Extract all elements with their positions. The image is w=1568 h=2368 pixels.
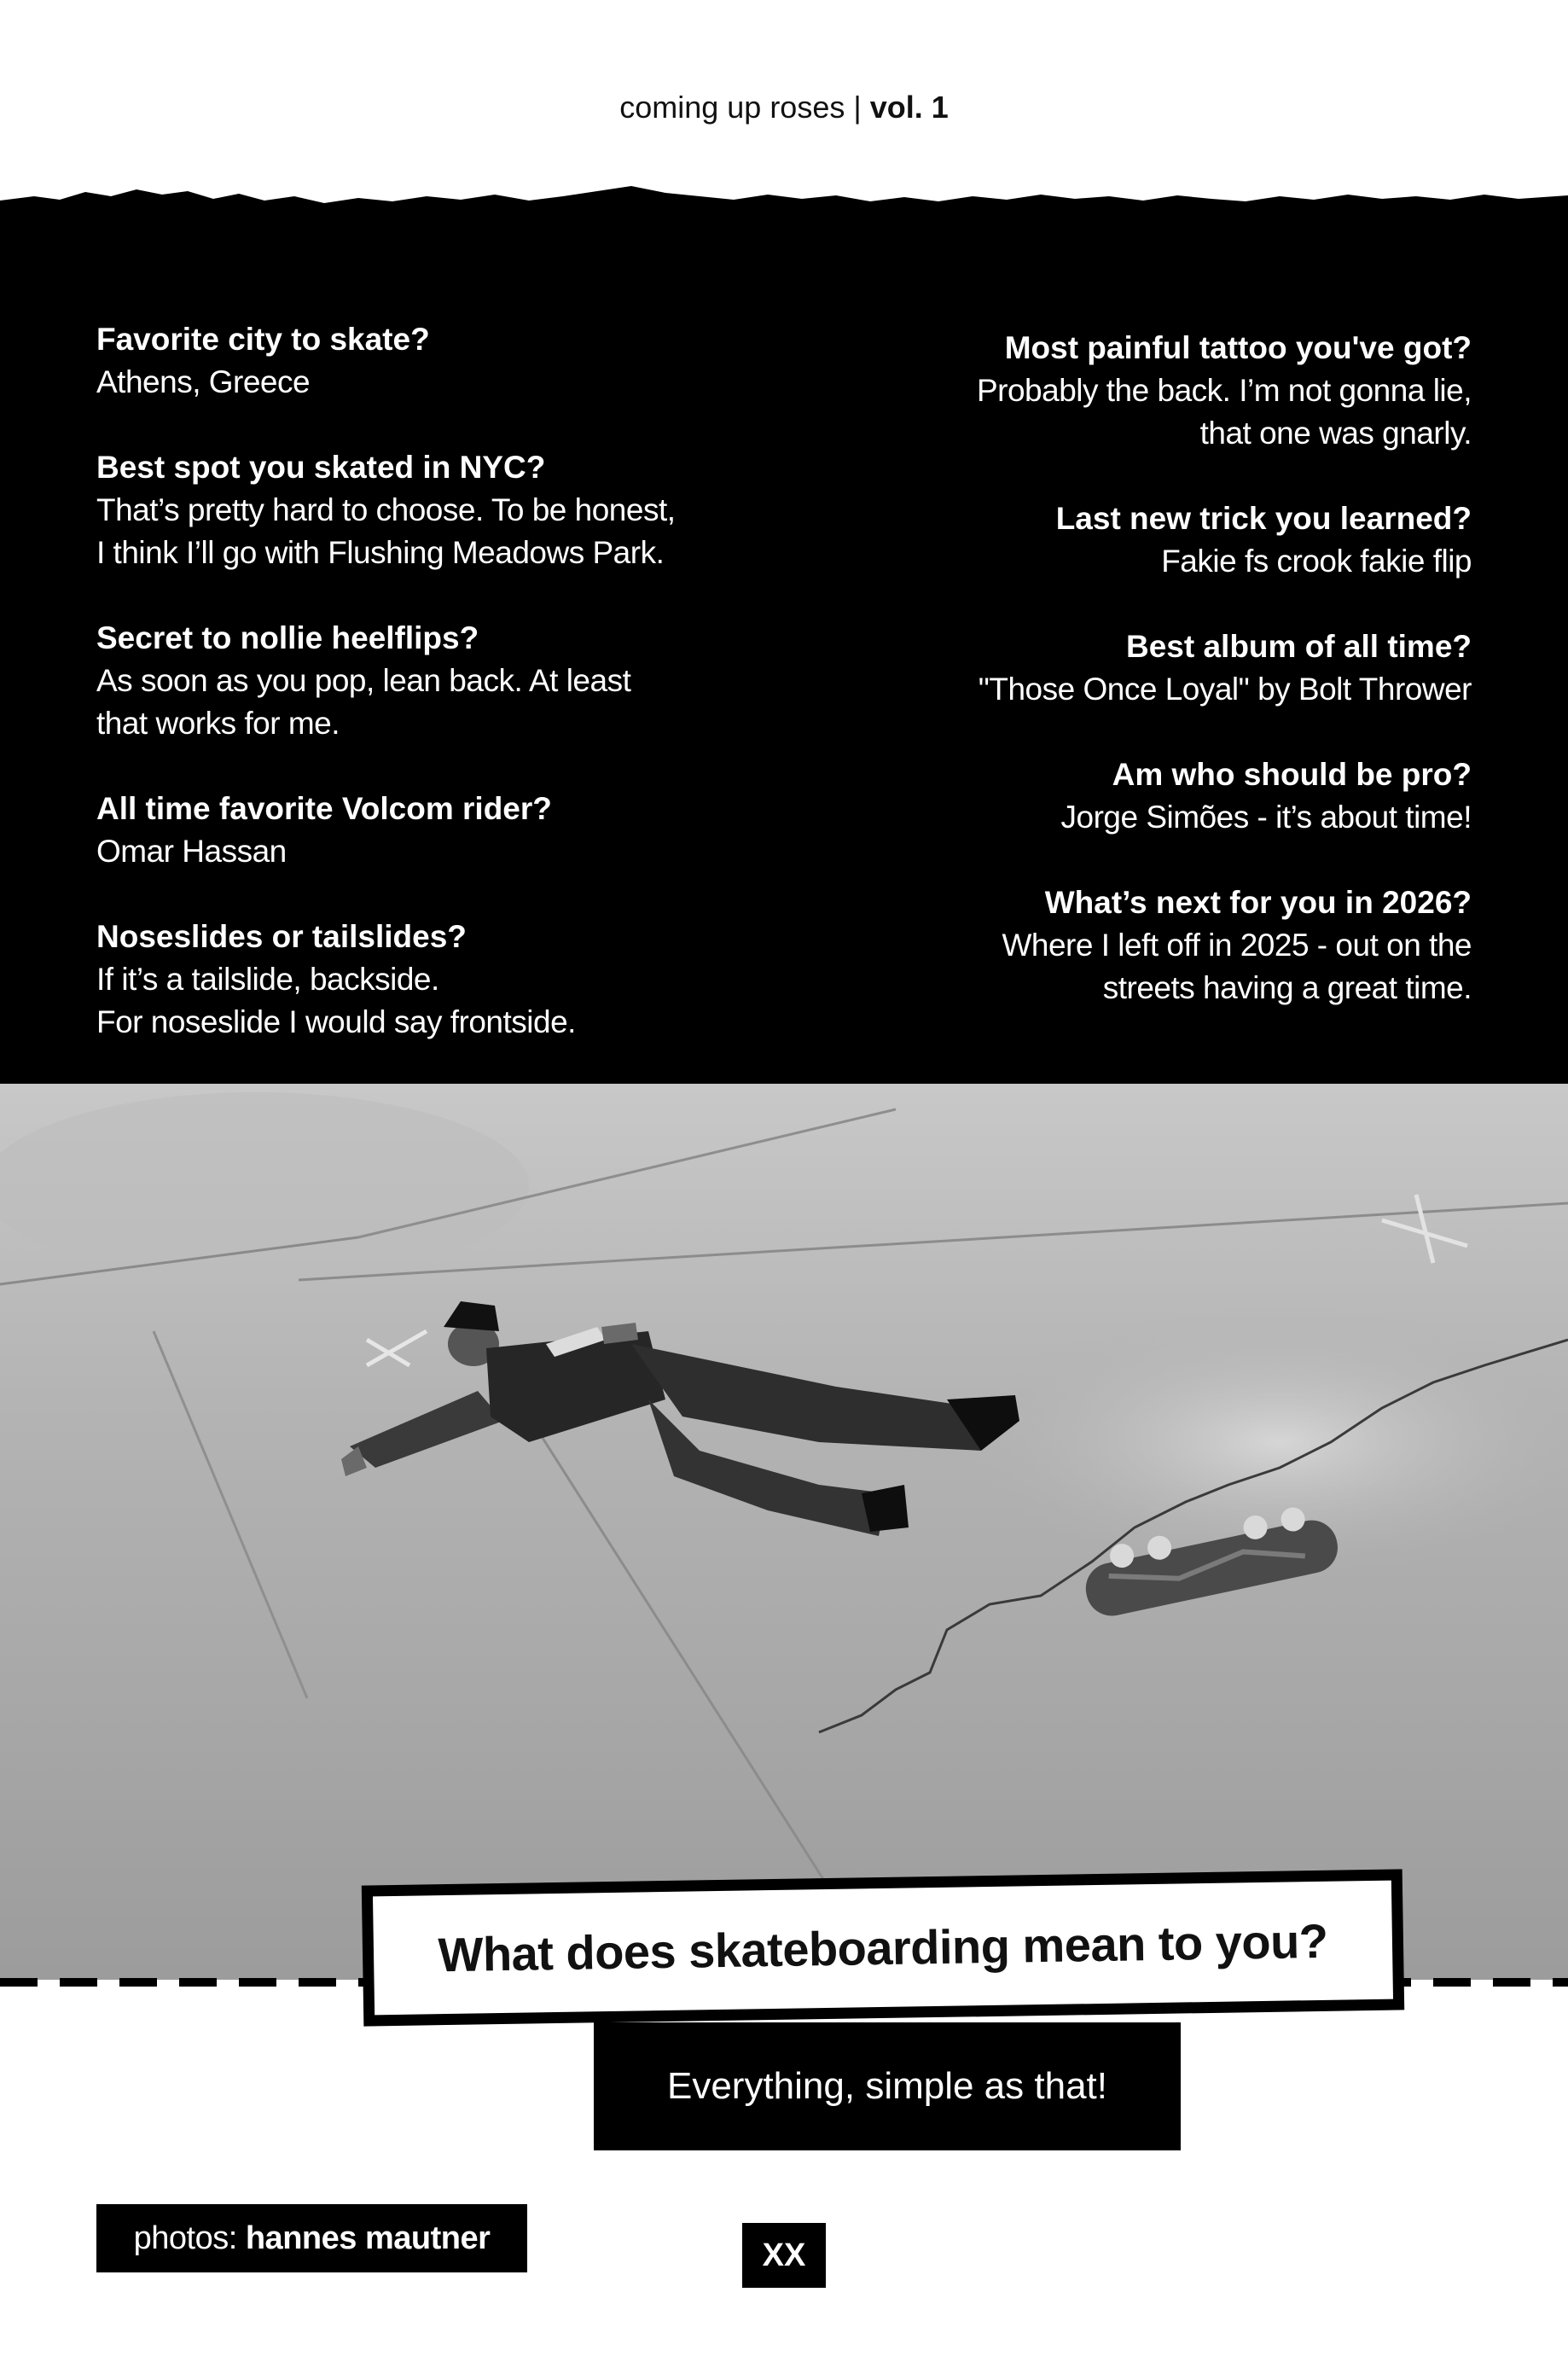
magazine-header: [0, 90, 1568, 125]
qa-item: [789, 753, 1472, 839]
qa-question: Last new trick you learned?: [1055, 501, 1472, 536]
qa-question: What’s next for you in 2026?: [1044, 885, 1472, 920]
qa-question: Favorite city to skate?: [96, 322, 430, 357]
qa-item: [789, 327, 1472, 455]
volume-label: vol. 1: [869, 90, 949, 125]
qa-answer: Athens, Greece: [96, 364, 311, 399]
qa-answer: Probably the back. I’m not gonna lie, that one was gnarly.: [976, 373, 1472, 451]
skater-photo: [0, 1084, 1568, 1980]
qa-answer: Where I left off in 2025 - out on the streets having a great time.: [1002, 928, 1472, 1005]
qa-item: [789, 497, 1472, 583]
qa-question: All time favorite Volcom rider?: [96, 791, 552, 826]
qa-answer: "Those Once Loyal" by Bolt Thrower: [978, 672, 1472, 707]
qa-item: [96, 318, 779, 404]
magazine-title: coming up roses: [619, 90, 845, 125]
qa-column-left: [96, 318, 779, 1086]
qa-question: Secret to nollie heelflips?: [96, 620, 479, 655]
qa-answer: If it’s a tailslide, backside. For noseslide I would say frontside.: [96, 962, 576, 1039]
qa-answer: Jorge Simões - it’s about time!: [1060, 800, 1472, 835]
page-number: XX: [762, 2237, 806, 2273]
qa-question: Best album of all time?: [1125, 629, 1472, 664]
qa-answer: As soon as you pop, lean back. At least that works for me.: [96, 663, 631, 741]
qa-item: [96, 446, 779, 574]
page-number-box: [742, 2223, 826, 2288]
qa-question: Best spot you skated in NYC?: [96, 450, 546, 485]
credit-prefix: photos:: [133, 2220, 246, 2256]
qa-item: [96, 788, 779, 873]
skater-photo-illustration: [0, 1084, 1568, 1980]
feature-question: What does skateboarding mean to you?: [438, 1913, 1328, 1982]
qa-question: Most painful tattoo you've got?: [1004, 330, 1472, 365]
qa-answer: That’s pretty hard to choose. To be honest, I think I’ll go with Flushing Meadows Park.: [96, 492, 676, 570]
header-separator: |: [845, 90, 870, 125]
qa-item: [96, 617, 779, 745]
feature-answer-box: [594, 2022, 1181, 2150]
qa-column-right: [789, 327, 1472, 1052]
qa-item: [789, 625, 1472, 711]
feature-question-box: [362, 1869, 1404, 2026]
qa-answer: Omar Hassan: [96, 834, 287, 869]
feature-question-inner: [373, 1881, 1393, 2016]
credit-name: hannes mautner: [245, 2220, 491, 2256]
qa-answer: Fakie fs crook fakie flip: [1161, 544, 1472, 579]
qa-item: [96, 916, 779, 1044]
qa-question: Am who should be pro?: [1112, 757, 1472, 792]
qa-item: [789, 881, 1472, 1009]
qa-question: Noseslides or tailslides?: [96, 919, 467, 954]
feature-answer: Everything, simple as that!: [666, 2065, 1107, 2107]
photo-credit: [96, 2204, 527, 2272]
